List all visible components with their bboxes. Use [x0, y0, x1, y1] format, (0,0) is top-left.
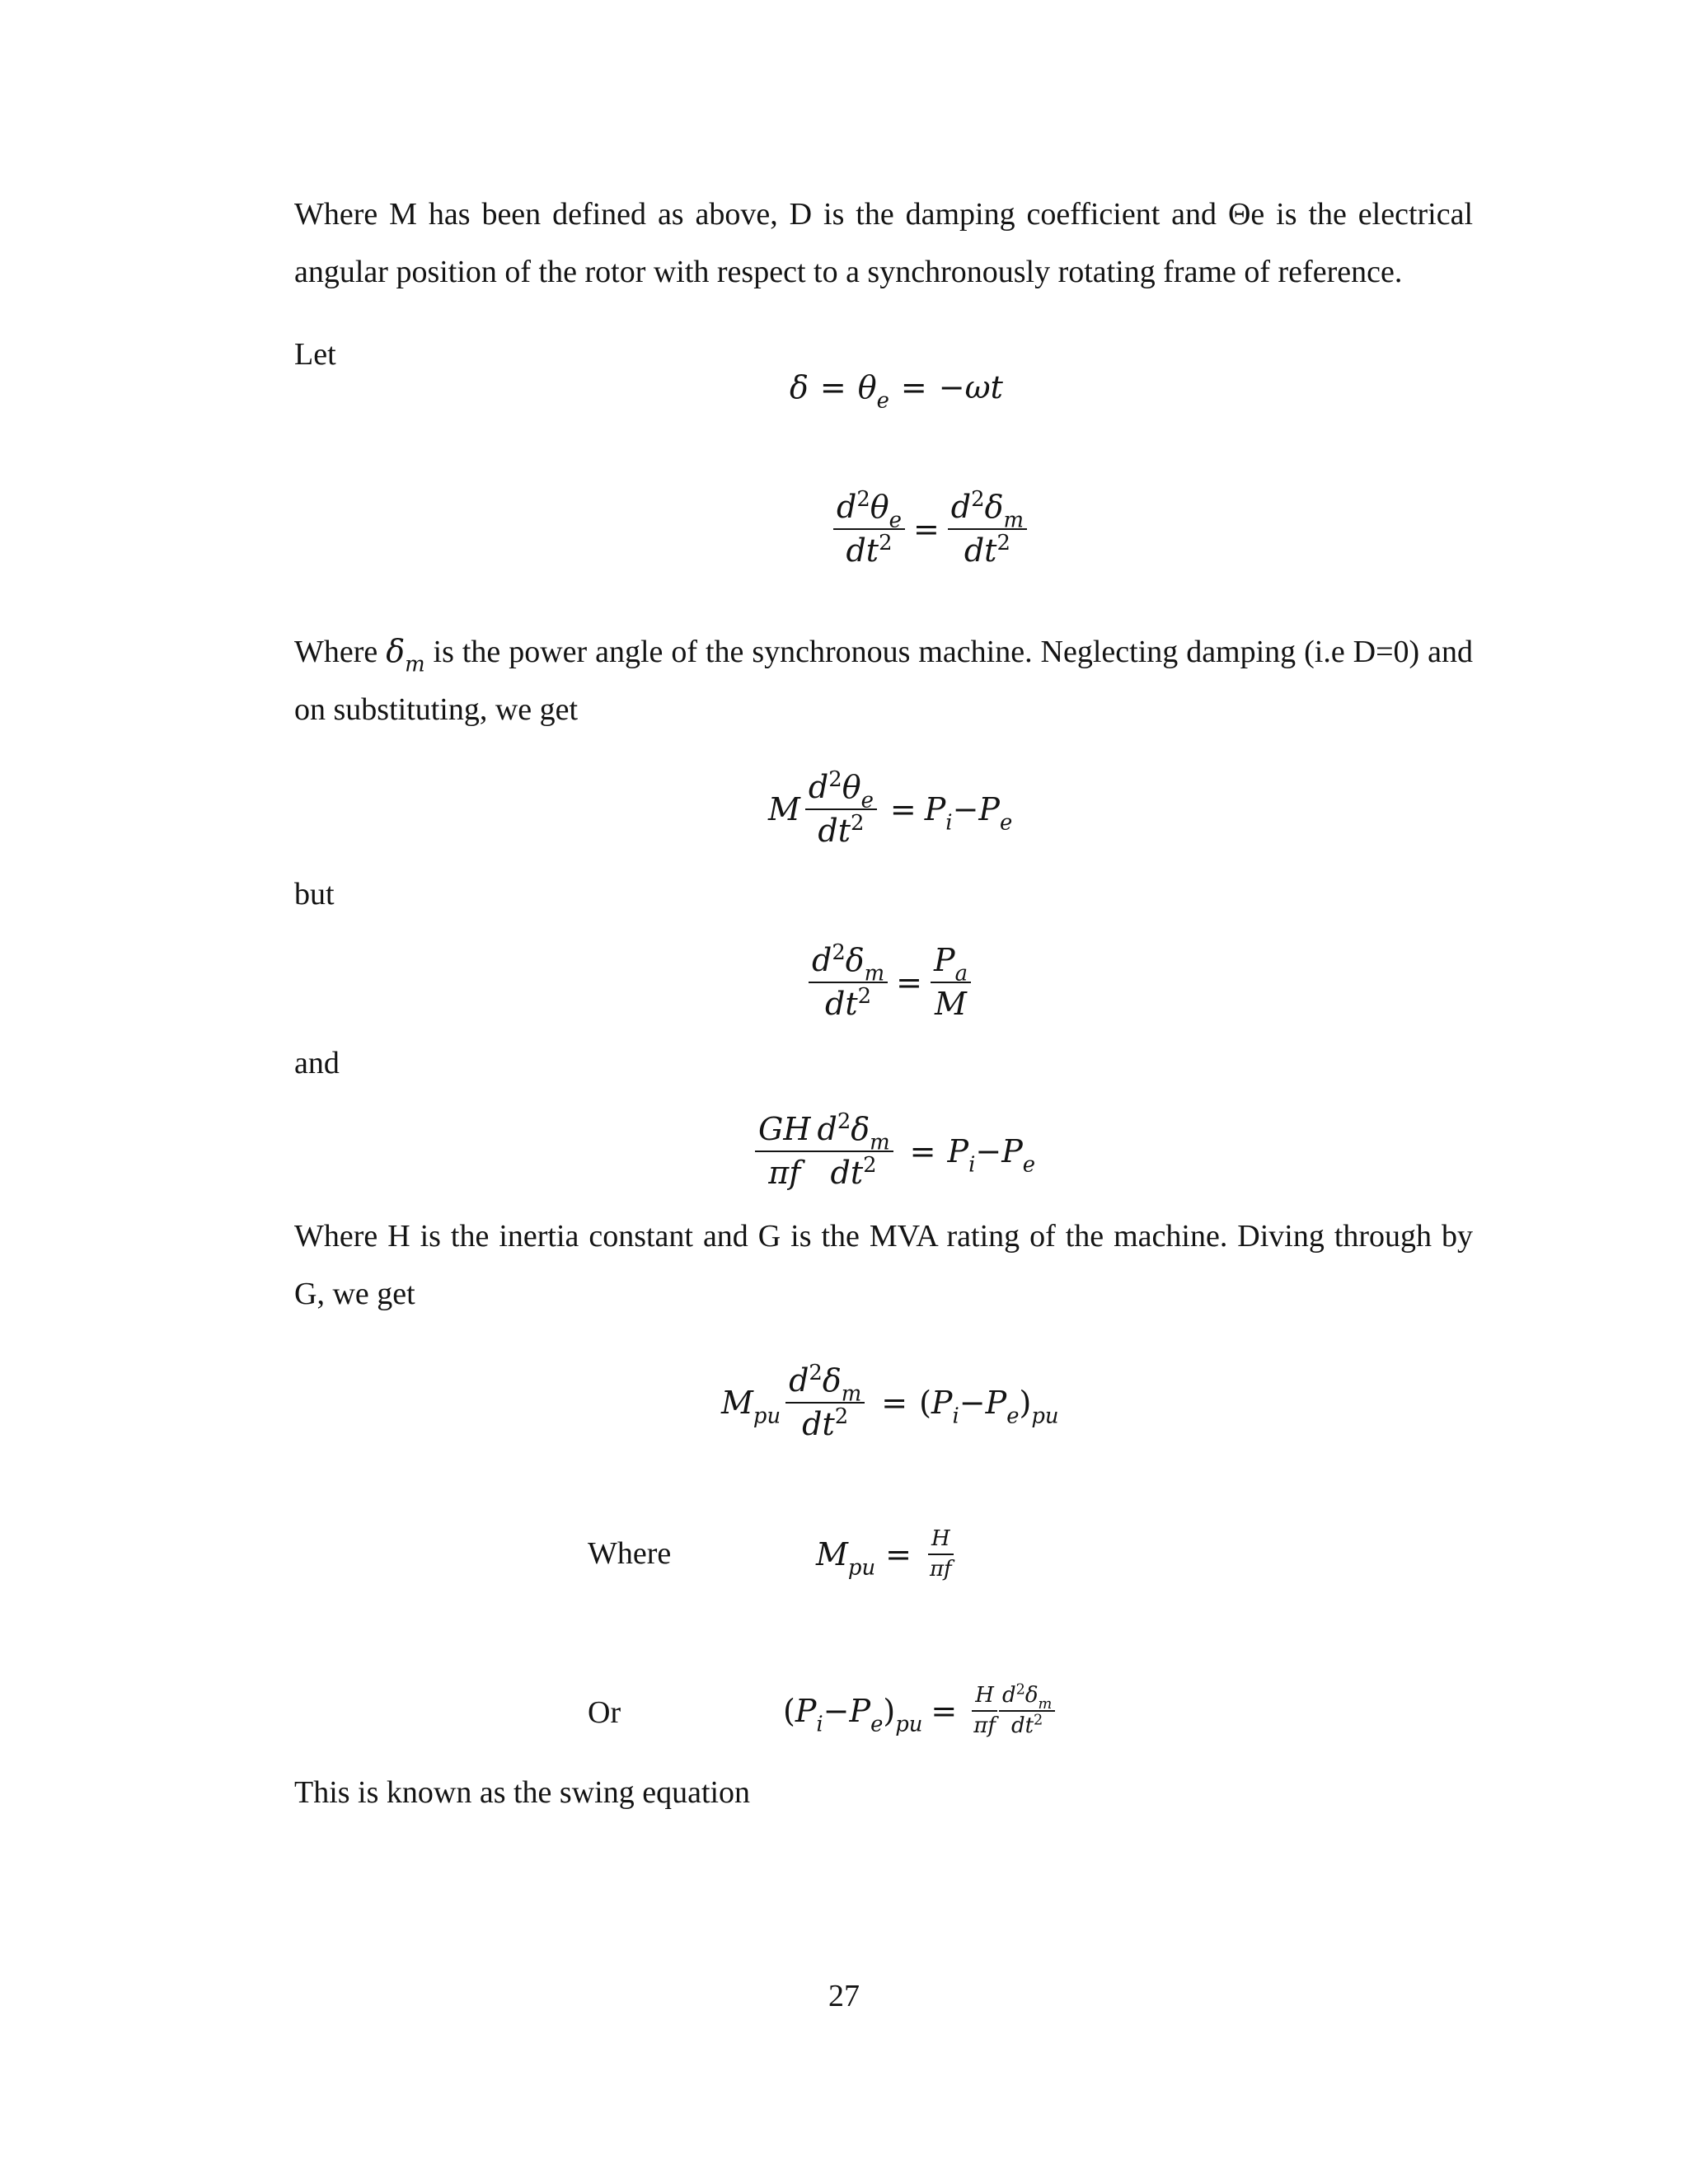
equation-motion-undamped: M $\frac{d^2\theta_e}{dt^2}$ = $P_i-P_e$ [768, 766, 1013, 850]
equation-inertia-form: $\frac{GH}{\pi f}$ $\frac{d^2\delta_m}{dt^2}$ = $P_i-P_e$ [750, 1108, 1035, 1195]
paragraph-power-angle: Where $\delta_m$ is the power angle of the synchronous machine. Neglecting damping (i.e D=0) and on substituting, we get [294, 633, 1473, 727]
paragraph-inertia-constant: Where H is the inertia constant and G is the MVA rating of the machine. Diving through by G, we get [294, 1219, 1473, 1311]
equation-per-unit-swing: $M_{pu}$ $\frac{d^2\delta_m}{dt^2}$ = $(P_i-P_e)_{pu}$ [721, 1360, 1059, 1443]
word-or: Or [588, 1695, 621, 1730]
equation-delta-definition: δ = $\theta_e$ = −ωt [790, 369, 1003, 414]
page-number: 27 [828, 1979, 860, 2013]
paragraph-intro: Where M has been defined as above, D is the damping coefficient and Θe is the electrical angular position of the rotor with respect to a synchronously rotating frame of reference. [294, 197, 1473, 289]
equation-swing-final: $(P_i-P_e)_{pu}$ = $\frac{H}{\pi f}$ $\frac{d^2\delta_m}{dt^2}$ [783, 1681, 1060, 1741]
word-and: and [294, 1046, 340, 1080]
paragraph-swing-equation: This is known as the swing equation [294, 1775, 751, 1810]
equation-mpu-definition: $M_{pu}$ = $\frac{H}{\pi f}$ [816, 1526, 952, 1582]
word-let: Let [294, 337, 336, 372]
equation-second-derivative-equality: $\frac{d^2\theta_e}{dt^2}$ = $\frac{d^2\delta_m}{dt^2}$ [828, 486, 1032, 573]
word-where: Where [588, 1536, 672, 1571]
word-but: but [294, 877, 335, 912]
equation-acceleration-power: $\frac{d^2\delta_m}{dt^2}$ = $\frac{P_a}{M}$ [804, 940, 976, 1026]
